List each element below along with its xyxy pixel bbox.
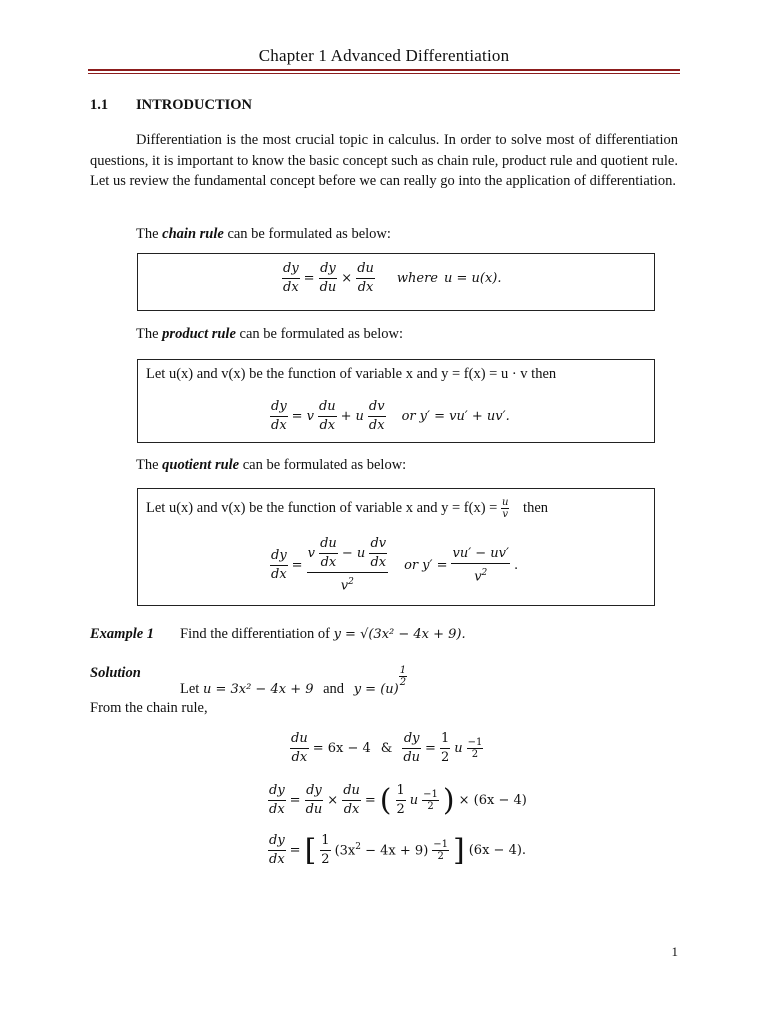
section-title: INTRODUCTION [136, 97, 253, 113]
chain-rule-box [137, 253, 655, 311]
solution-text: Let u = 3x² − 4x + 9 and y = (u) $^{\frac{1}{2}}$ [180, 665, 407, 697]
derivative-equation-3: $\frac{dy}{dx}$ = [ $\frac{1}{2}$ $(3x^2 - 4x + 9)$ $\frac{-1}{2}$ ] (6x − 4). [269, 832, 527, 868]
example-text: Find the differentiation of y = √(3x² − 4x + 9). [180, 626, 466, 642]
quotient-rule-let-line: Let u(x) and v(x) be the function of variable x and y = f(x) = $\frac{u}{v}$ then [146, 497, 549, 520]
page-number: 1 [671, 944, 678, 959]
solution-label: Solution [90, 665, 141, 681]
derivative-equation-2: $\frac{dy}{dx}$ = $\frac{dy}{du}$ × $\frac{du}{dx}$ = ( $\frac{1}{2}$ u $\frac{-1}{2}$ ) × (6x − 4) [269, 782, 527, 818]
product-rule-box [137, 359, 655, 443]
page-header-title: Chapter 1 Advanced Differentiation [258, 46, 510, 65]
section-number: 1.1 [90, 97, 109, 113]
product-rule-formula: $\frac{dy}{dx}$ = v $\frac{du}{dx}$ + u $\frac{dv}{dx}$ or y′ = vu′ + uv′. [271, 399, 510, 433]
product-rule-let-line: Let u(x) and v(x) be the function of variable x and y = f(x) = u · v then [146, 366, 557, 382]
quotient-rule-intro: The quotient rule can be formulated as below: [136, 457, 407, 473]
quotient-rule-term: quotient rule [162, 457, 240, 473]
derivative-equation-1: $\frac{du}{dx}$ = 6x − 4 & $\frac{dy}{du}$ = $\frac{1}{2}$ u $\frac{-1}{2}$ [291, 731, 483, 765]
quotient-rule-box [137, 488, 655, 606]
header-rule-thick [88, 69, 680, 71]
from-chain-rule-text: From the chain rule, [90, 700, 208, 716]
chain-rule-intro: The chain rule can be formulated as below: [136, 226, 391, 242]
chain-rule-formula: $\frac{dy}{dx}$ = $\frac{dy}{du}$ × $\frac{du}{dx}$ where u = u(x). [283, 261, 502, 295]
product-rule-intro: The product rule can be formulated as below: [136, 326, 403, 342]
header-rule-thin [88, 73, 680, 74]
product-rule-term: product rule [162, 326, 236, 342]
example-label: Example 1 [90, 626, 155, 642]
quotient-rule-formula: $\frac{dy}{dx}$ = v $\frac{du}{dx}$ − u $\frac{dv}{dx}$ $v^2$ or y′ = $\frac{vu' - uv'}{v^2}$ . [271, 536, 519, 594]
chain-rule-term: chain rule [162, 226, 224, 242]
intro-paragraph: Differentiation is the most crucial topic in calculus. In order to solve most of differentiation questions, it is important to know the basic concept such as chain rule, product rule and quotient rule. Let us review the fundamental concept before we can really go into the application of differentiation. [90, 132, 678, 190]
